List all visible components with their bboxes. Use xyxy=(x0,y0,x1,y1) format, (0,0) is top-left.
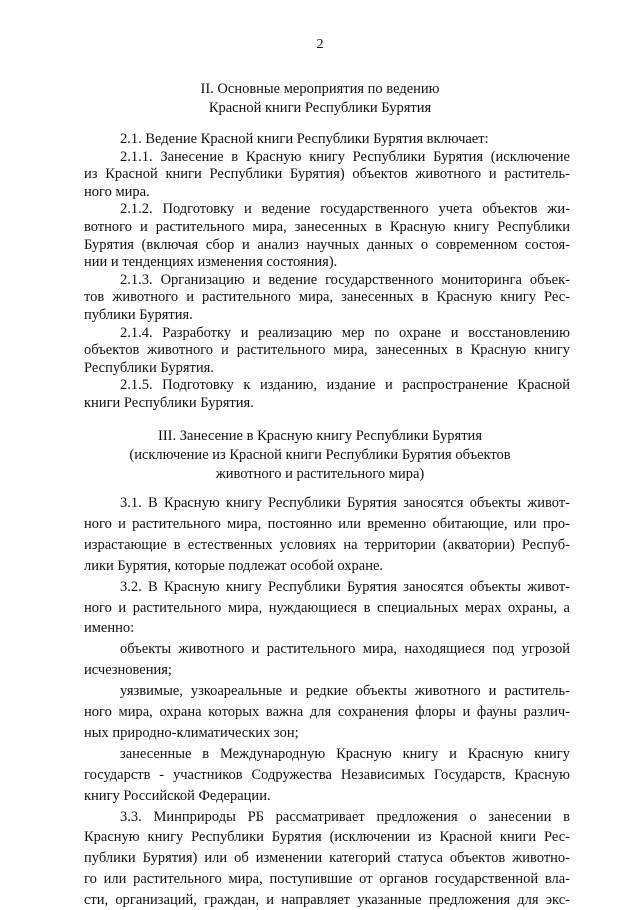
text-line: вотного и растительного мира, занесенных в Красную книгу Республики xyxy=(84,219,570,235)
text-line: 2.1.5. Подготовку к изданию, издание и распространение Красной xyxy=(120,377,570,394)
text-line: 3.1. В Красную книгу Республики Бурятия заносятся объекты живот- xyxy=(120,495,570,511)
text-line: книгу Российской Федерации. xyxy=(84,787,271,804)
text-line: ного мира, охрана которых важна для сохранения флоры и фауны различ- xyxy=(84,704,570,720)
text-line: исчезновения; xyxy=(84,662,172,679)
page-number: 2 xyxy=(316,37,324,52)
text-line: тов животного и растительного мира, занесенных в Красную книгу Рес- xyxy=(84,289,570,306)
text-line: из Красной книги Республики Бурятия) объектов животного и раститель- xyxy=(84,166,570,183)
text-line: государств - участников Содружества Независимых Государств, Красную xyxy=(84,766,570,783)
section-2-title-line: Красной книги Республики Бурятия xyxy=(208,100,432,116)
section-3-title-line: III. Занесение в Красную книгу Республики Бурятия xyxy=(157,428,482,444)
text-line: нии и тенденциях изменения состояния). xyxy=(84,254,338,271)
section-3-title-line: (исключение из Красной книги Республики Бурятия объектов xyxy=(129,447,511,463)
text-line: 2.1. Ведение Красной книги Республики Бурятия включает: xyxy=(120,131,489,147)
text-line: именно: xyxy=(84,620,135,637)
text-line: го или растительного мира, поступившие от органов государственной вла- xyxy=(84,871,570,888)
text-line: публики Бурятия. xyxy=(84,307,193,323)
text-line: 3.2. В Красную книгу Республики Бурятия заносятся объекты живот- xyxy=(120,578,570,595)
text-line: 2.1.4. Разработку и реализацию мер по охране и восстановлению xyxy=(120,324,570,341)
text-line: ных природно-климатических зон; xyxy=(84,724,299,741)
text-line: ного и растительного мира, постоянно или временно обитающие, или про- xyxy=(84,515,570,532)
text-line: объектов животного и растительного мира, занесенных в Красную книгу xyxy=(84,342,570,359)
text-line: ного мира. xyxy=(84,183,150,200)
text-line: 2.1.2. Подготовку и ведение государственного учета объектов жи- xyxy=(120,201,570,218)
text-line: лики Бурятия, которые подлежат особой охране. xyxy=(84,557,384,574)
text-line: объекты животного и растительного мира, находящиеся под угрозой xyxy=(120,641,570,658)
text-line: 2.1.3. Организацию и ведение государственного мониторинга объек- xyxy=(120,271,570,288)
text-line: сти, организаций, граждан, и направляет указанные предложения для экс- xyxy=(84,892,570,909)
text-line: ного и растительного мира, нуждающиеся в специальных мерах охраны, а xyxy=(84,599,570,616)
section-3-title-line: животного и растительного мира) xyxy=(215,466,425,482)
text-line: израстающие в естественных условиях на территории (акватории) Респуб- xyxy=(84,536,570,553)
text-line: Республики Бурятия. xyxy=(84,359,214,376)
text-line: книги Республики Бурятия. xyxy=(84,395,254,411)
text-line: публики Бурятия) или об изменении категорий статуса объектов животно- xyxy=(84,850,570,867)
text-line: Красную книгу Республики Бурятия (исключении из Красной книги Рес- xyxy=(84,829,570,846)
text-line: 3.3. Минприроды РБ рассматривает предложения о занесении в xyxy=(120,808,570,825)
text-line: 2.1.1. Занесение в Красную книгу Республики Бурятия (исключение xyxy=(120,148,570,165)
section-2-title xyxy=(0,80,640,118)
section-3-title xyxy=(0,427,640,484)
text-line: занесенные в Международную Красную книгу и Красную книгу xyxy=(120,745,570,762)
text-line: уязвимые, узкоареальные и редкие объекты животного и раститель- xyxy=(120,683,570,700)
section-2-title-line: II. Основные мероприятия по ведению xyxy=(200,81,440,97)
text-line: Бурятия (включая сбор и анализ научных данных о современном состоя- xyxy=(84,236,570,253)
